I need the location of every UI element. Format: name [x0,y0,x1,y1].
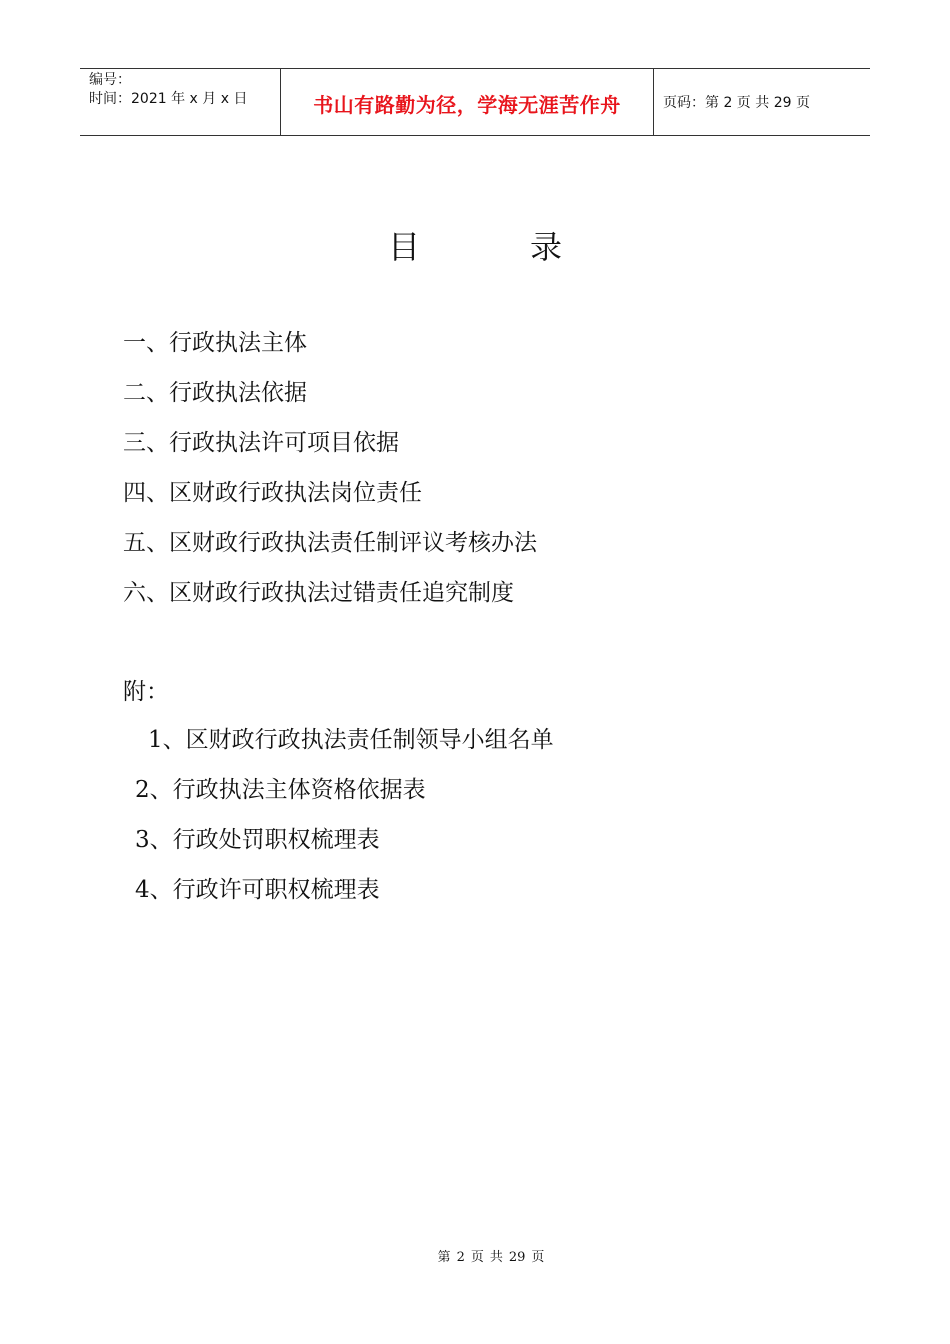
toc-item: 五、区财政行政执法责任制评议考核办法 [123,530,537,556]
footer-ye: 页 [470,1250,484,1265]
table-of-contents [123,325,537,625]
title-char-1: 目 [387,228,420,266]
page-footer [0,1246,950,1265]
toc-item: 一、行政执法主体 [123,330,307,356]
toc-item: 四、区财政行政执法岗位责任 [123,480,422,506]
toc-item: 三、行政执法许可项目依据 [123,430,399,456]
document-header [80,68,870,136]
footer-gong: 共 [489,1250,503,1265]
header-page-info: 页码：第 2 页 共 29 页 [663,95,810,111]
header-meta [80,69,281,135]
footer-di: 第 [437,1250,451,1265]
appendix-item: 4、行政许可职权梳理表 [135,877,380,903]
appendix-item: 3、行政处罚职权梳理表 [135,827,380,853]
toc-item: 六、区财政行政执法过错责任追究制度 [123,580,514,606]
number-label: 编号： [89,72,131,88]
header-motto: 书山有路勤为径，学海无涯苦作舟 [281,69,654,135]
page-title [0,222,950,268]
appendix-item: 1、区财政行政执法责任制领导小组名单 [148,727,554,753]
appendix-item: 2、行政执法主体资格依据表 [135,777,426,803]
time-label: 时间：2021 年 x 月 x 日 [89,91,248,107]
footer-page-number: 2 [456,1250,465,1265]
appendix-label: 附： [123,679,169,705]
footer-total-pages: 29 [508,1250,526,1265]
toc-item: 二、行政执法依据 [123,380,307,406]
title-char-2: 录 [530,228,563,266]
footer-ye: 页 [531,1250,545,1265]
